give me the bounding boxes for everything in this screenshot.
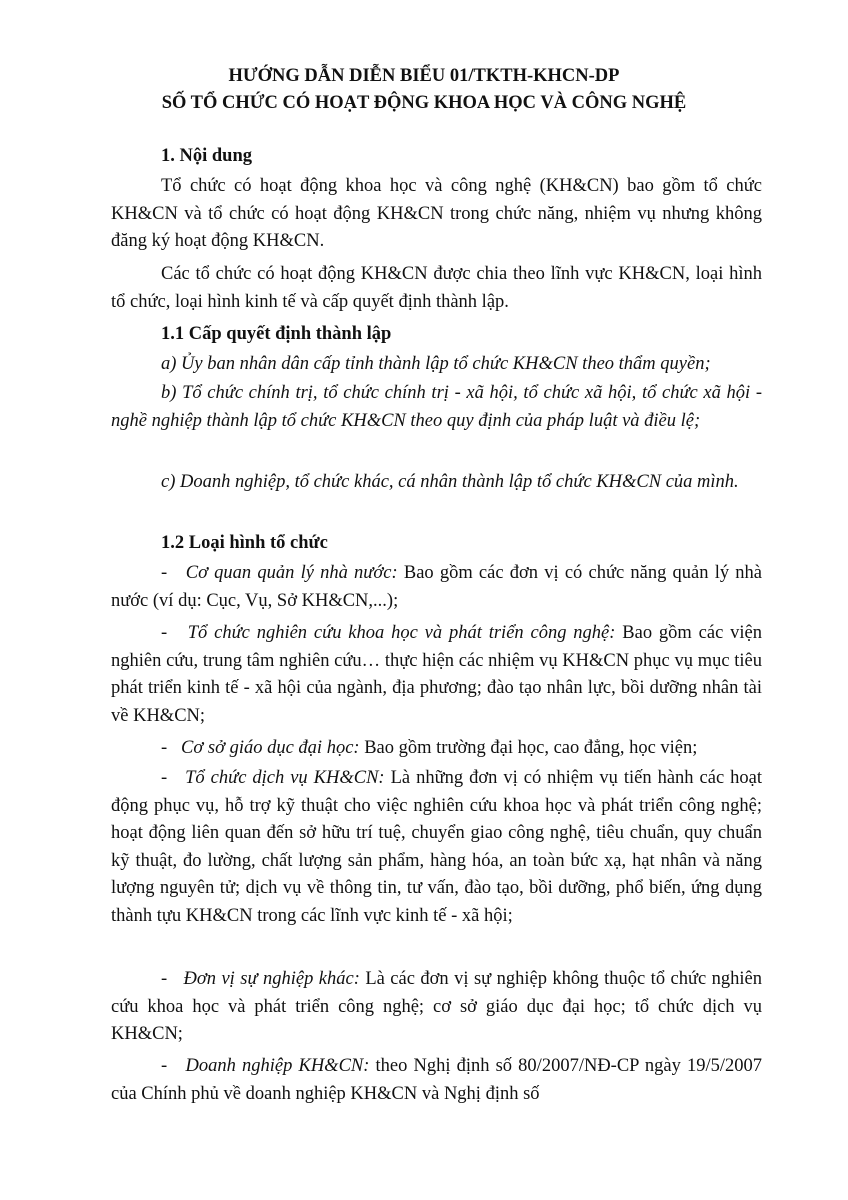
section-1-1-item-a: a) Ủy ban nhân dân cấp tỉnh thành lập tổ chức KH&CN theo thẩm quyền; <box>161 354 711 374</box>
org-type-term: Đơn vị sự nghiệp khác: <box>183 969 360 989</box>
item-dash: - <box>161 738 168 758</box>
org-type-term: Cơ sở giáo dục đại học: <box>181 738 360 758</box>
org-type-description: Bao gồm các đơn vị có chức năng quản lý nhà nước (ví dụ: Cục, Vụ, Sở KH&CN,...); <box>111 563 762 611</box>
section-1-1-item-b: b) Tổ chức chính trị, tổ chức chính trị - xã hội, tổ chức xã hội, tổ chức xã hội - nghề nghiệp thành lập tổ chức KH&CN theo quy định của pháp luật và điều lệ; <box>111 383 762 431</box>
org-type-term: Cơ quan quản lý nhà nước: <box>185 563 398 583</box>
item-dash: - <box>161 969 168 989</box>
org-type-term: Tổ chức dịch vụ KH&CN: <box>185 768 385 788</box>
org-type-item <box>111 735 762 763</box>
org-type-item <box>111 765 762 931</box>
section-1-paragraph-1: Tổ chức có hoạt động khoa học và công nghệ (KH&CN) bao gồm tổ chức KH&CN và tổ chức có hoạt động KH&CN trong chức năng, nhiệm vụ nhưng không đăng ký hoạt động KH&CN. <box>111 176 762 252</box>
document-title-line-1: HƯỚNG DẪN DIỄN BIỂU 01/TKTH-KHCN-DP <box>228 66 620 86</box>
org-type-description: Là những đơn vị có nhiệm vụ tiến hành các hoạt động phục vụ, hỗ trợ kỹ thuật cho việc nghiên cứu khoa học và phát triển công nghệ; hoạt động liên quan đến sở hữu trí tuệ, chuyển giao công nghệ, tiêu chuẩn, quy chuẩn kỹ thuật, đo lường, chất lượng sản phẩm, hàng hóa, an toàn bức xạ, hạt nhân và năng lượng nguyên tử; dịch vụ về thông tin, tư vấn, đào tạo, bồi dưỡng, phổ biến, ứng dụng thành tựu KH&CN trong các lĩnh vực kinh tế - xã hội; <box>111 768 763 926</box>
item-dash: - <box>161 768 168 788</box>
section-1-paragraph-2: Các tổ chức có hoạt động KH&CN được chia theo lĩnh vực KH&CN, loại hình tổ chức, loại hình kinh tế và cấp quyết định thành lập. <box>111 264 762 312</box>
section-1-2-heading: 1.2 Loại hình tổ chức <box>161 533 328 553</box>
document-title-line-2: SỐ TỔ CHỨC CÓ HOẠT ĐỘNG KHOA HỌC VÀ CÔNG NGHỆ <box>161 93 687 113</box>
org-type-description: Là các đơn vị sự nghiệp không thuộc tổ chức nghiên cứu khoa học và phát triển công nghệ; cơ sở giáo dục đại học; tổ chức dịch vụ KH&CN; <box>111 969 763 1045</box>
org-type-item <box>111 620 762 730</box>
item-dash: - <box>161 623 168 643</box>
org-type-description: theo Nghị định số 80/2007/NĐ-CP ngày 19/5/2007 của Chính phủ về doanh nghiệp KH&CN và Nghị định số <box>111 1056 763 1104</box>
section-1-1-heading: 1.1 Cấp quyết định thành lập <box>161 324 392 344</box>
section-1-heading: 1. Nội dung <box>161 146 252 166</box>
section-1-1-item-c: c) Doanh nghiệp, tổ chức khác, cá nhân thành lập tổ chức KH&CN của mình. <box>161 472 739 492</box>
item-dash: - <box>161 1056 168 1076</box>
org-type-description: Bao gồm các viện nghiên cứu, trung tâm nghiên cứu… thực hiện các nhiệm vụ KH&CN phục vụ mục tiêu phát triển kinh tế - xã hội của ngành, địa phương; đào tạo nhân lực, bồi dưỡng nhân tài về KH&CN; <box>111 623 762 726</box>
item-dash: - <box>161 563 168 583</box>
org-type-description: Bao gồm trường đại học, cao đẳng, học viện; <box>359 738 698 758</box>
org-type-item <box>111 560 762 615</box>
org-type-item <box>111 1053 762 1108</box>
org-type-item <box>111 966 762 1049</box>
org-type-term: Tổ chức nghiên cứu khoa học và phát triển công nghệ: <box>187 623 616 643</box>
org-type-term: Doanh nghiệp KH&CN: <box>185 1056 370 1076</box>
